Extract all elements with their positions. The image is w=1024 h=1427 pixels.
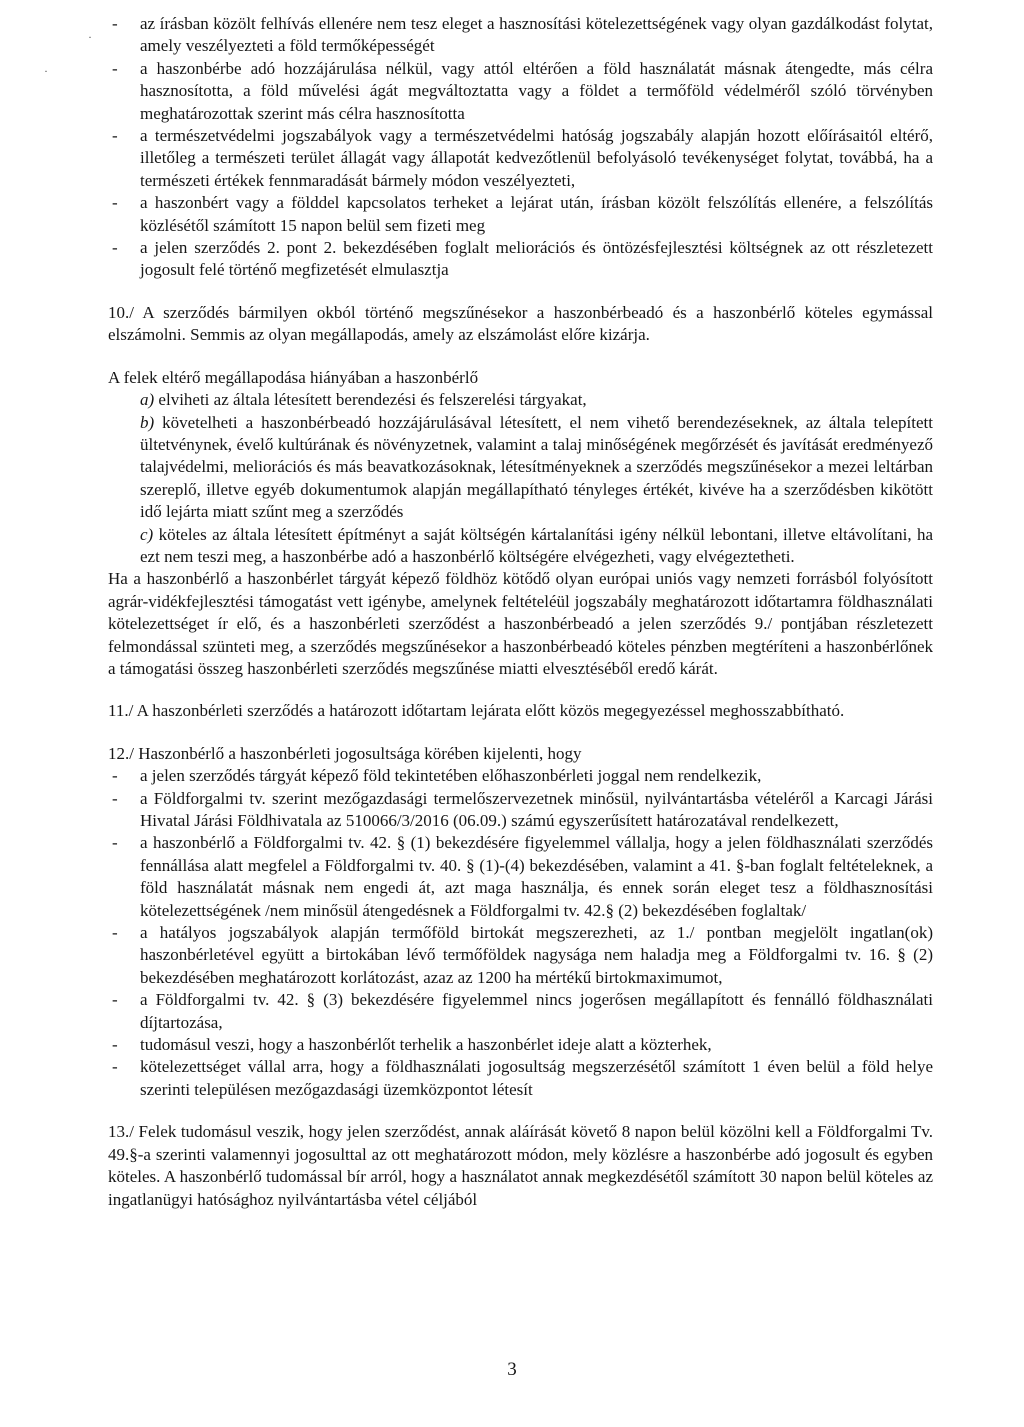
list-item: - a haszonbérlő a Földforgalmi tv. 42. § (1) bekezdésére figyelemmel vállalja, hogy a jelen földhasználati szerződés fennállása alatt megfelel a Földforgalmi tv. 40. § (1)-(4) bekezdésében, valamint a 41. §-ban foglalt feltételeknek, a föld használatát másnak nem engedi át, azt maga használja, és ennek során eleget tesz a földhasznosítási kötelezettségének /nem minősül átengedésnek a Földforgalmi tv. 42.§ (2) bekezdésében foglaltak/ <box>108 832 933 922</box>
section-13-paragraph: 13./ Felek tudomásul veszik, hogy jelen szerződést, annak aláírását követő 8 napon belül közölni kell a Földforgalmi Tv. 49.§-a szerinti valamennyi jogosulttal az ott meghatározott módon, mely közlésre a haszonbérbe adó jogosult és egyben köteles. A haszonbérlő tudomással bír arról, hogy a használatot annak megkezdésétől számított 30 napon belül köteles az ingatlanügyi hatósághoz nyilvántartásba vétel céljából <box>108 1122 933 1209</box>
list-item: - a természetvédelmi jogszabályok vagy a természetvédelmi hatóság jogszabály alapján hozott előírásaitól eltérő, illetőleg a természeti terület állagát vagy állapotát kedvezőtlenül befolyásoló tevékenységet folytat, továbbá, ha a természeti értékek fennmaradását bármely módon veszélyezteti, <box>108 125 933 192</box>
section-10-tail: Ha a haszonbérlő a haszonbérlet tárgyát képező földhöz kötődő olyan európai uniós vagy nemzeti forrásból folyósított agrár-vidékfejlesztési támogatást vett igénybe, amelynek feltételéül jogszabály meghatározott időtartamra földhasználati kötelezettséget ír elő, és a haszonbérleti szerződést a haszonbérbeadó a jelen szerződés 9./ pontjában részletezett felmondással szünteti meg, a szerződés megszűnésekor a haszonbérbeadó köteles pénzben megtéríteni a haszonbérlőnek a támogatási összeg haszonbérleti szerződés megszűnése miatti elvesztéséből eredő kárát. <box>108 569 933 678</box>
list-item: - kötelezettséget vállal arra, hogy a földhasználati jogosultság megszerzésétől számított 1 éven belül a föld helye szerinti településen mezőgazdasági üzemközpontot létesít <box>108 1056 933 1101</box>
section-10-intro: A felek eltérő megállapodása hiányában a haszonbérlő <box>108 367 479 387</box>
section-10-item-a <box>108 389 933 411</box>
item-label: b) <box>140 412 155 432</box>
section-10-item-b <box>108 412 933 524</box>
item-text: követelheti a haszonbérbeadó hozzájárulásával létesített, el nem vihető berendezéseknek, az általa telepített ültetvénynek, évelő kultúrának és növényzetnek, valamint a talaj minőségének megőrzését és javítását eredményező talajvédelmi, meliorációs és más beavatkozásoknak, létesítményeknek a szerződés megszűnésekor a mezei leltárban szereplő, illetve egyéb dokumentumok alapján megállapítható tényleges értékét, kivéve ha a szerződésben kikötött idő lejárta miatt szűnt meg a szerződés <box>140 412 933 522</box>
termination-conditions-list <box>108 13 933 282</box>
section-12-intro: 12./ Haszonbérlő a haszonbérleti jogosultsága körében kijelenti, hogy <box>108 743 582 763</box>
scan-speck: · <box>44 64 48 78</box>
list-item: - a Földforgalmi tv. 42. § (3) bekezdésére figyelemmel nincs jogerősen megállapított és fennálló földhasználati díjtartozása, <box>108 989 933 1034</box>
item-text: köteles az általa létesített építményt a saját költségén kártalanítási igény nélkül lebontani, illetve eltávolítani, ha ezt nem teszi meg, a haszonbérbe adó a haszonbérlő költségére elvégezheti, vagy elvégeztetheti. <box>140 524 933 566</box>
section-12-list <box>108 765 933 1101</box>
list-item: - a hatályos jogszabályok alapján termőföld birtokát megszerezheti, az 1./ pontban megjelölt ingatlan(ok) haszonbérletével együtt a birtokában lévő termőföldek nagysága nem haladja meg a Földforgalmi tv. 16. § (2) bekezdésében meghatározott korlátozást, azaz az 1200 ha mértékű birtokmaximumot, <box>108 922 933 989</box>
item-label: c) <box>140 524 154 544</box>
scan-speck: · <box>88 30 92 44</box>
list-item: - a Földforgalmi tv. szerint mezőgazdasági termelőszervezetnek minősül, nyilvántartásba vételéről a Karcagi Járási Hivatal Járási Földhivatala az 510066/3/2016 (06.09.) számú egyszerűsített határozatával rendelkezett, <box>108 788 933 833</box>
list-item: - a haszonbért vagy a földdel kapcsolatos terheket a lejárat után, írásban közölt felszólítás ellenére, a felszólítás közlésétől számított 15 napon belül sem fizeti meg <box>108 192 933 237</box>
list-item: - a jelen szerződés 2. pont 2. bekezdésében foglalt meliorációs és öntözésfejlesztési költségnek az ott részletezett jogosult felé történő megfizetését elmulasztja <box>108 237 933 282</box>
item-label: a) <box>140 390 155 410</box>
item-text: elviheti az általa létesített berendezési és felszerelési tárgyakat, <box>154 390 587 410</box>
list-item: - tudomásul veszi, hogy a haszonbérlőt terhelik a haszonbérlet ideje alatt a közterhek, <box>108 1034 933 1056</box>
list-item: - a jelen szerződés tárgyát képező föld tekintetében előhaszonbérleti joggal nem rendelkezik, <box>108 765 933 787</box>
list-item: - az írásban közölt felhívás ellenére nem tesz eleget a hasznosítási kötelezettségének vagy olyan gazdálkodást folytat, amely veszélyezteti a föld termőképességét <box>108 13 933 58</box>
section-10-paragraph: 10./ A szerződés bármilyen okból történő megszűnésekor a haszonbérbeadó és a haszonbérlő köteles egymással elszámolni. Semmis az olyan megállapodás, amely az elszámolást előre kizárja. <box>108 302 933 345</box>
section-10-item-c <box>108 524 933 569</box>
page-number: 3 <box>507 1359 517 1380</box>
document-body <box>108 13 933 1211</box>
list-item: - a haszonbérbe adó hozzájárulása nélkül, vagy attól eltérően a föld használatát másnak átengedte, más célra hasznosította, a föld művelési ágát megváltoztatta vagy a földet a termőföld védelméről szóló törvényben meghatározottak szerint más célra hasznosította <box>108 58 933 125</box>
section-11-paragraph: 11./ A haszonbérleti szerződés a határozott időtartam lejárata előtt közös megegyezéssel meghosszabbítható. <box>108 701 845 721</box>
